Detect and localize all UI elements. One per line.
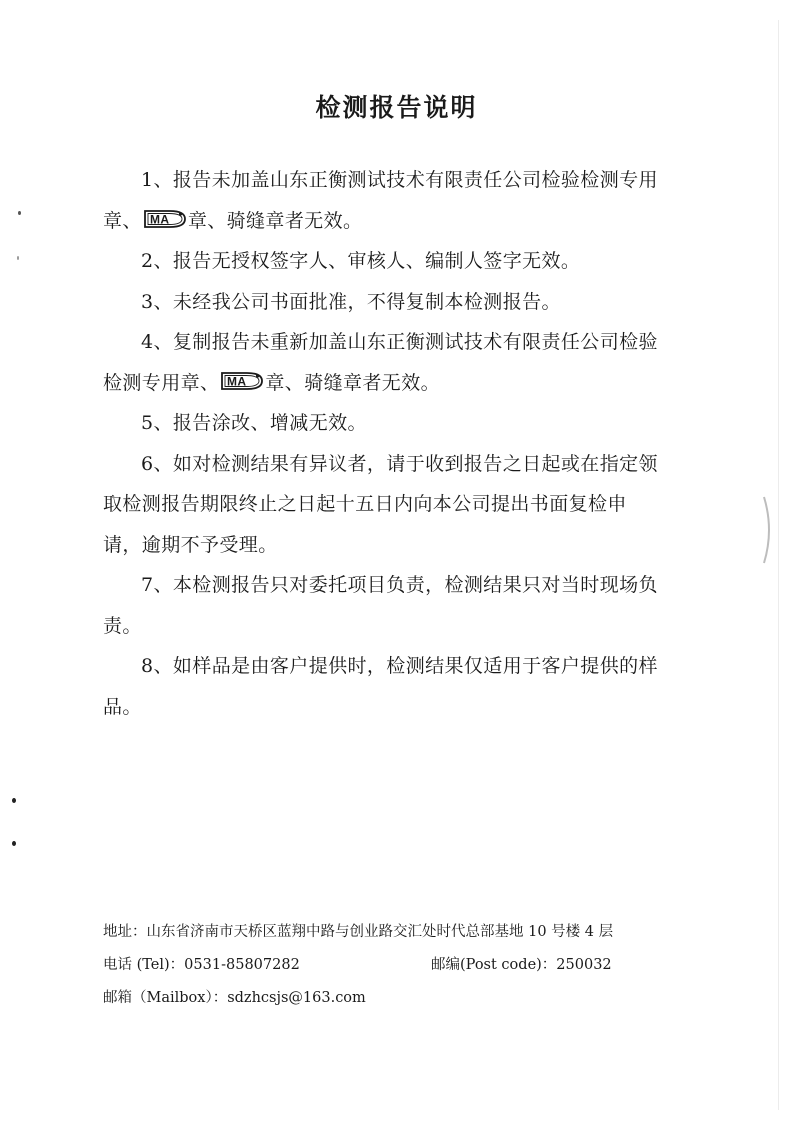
notice-text: 1、报告未加盖山东正衡测试技术有限责任公司检验检测专用章、 bbox=[103, 169, 658, 232]
notice-item bbox=[103, 403, 663, 444]
scan-bracket-mark bbox=[760, 495, 780, 565]
notice-list bbox=[103, 160, 663, 727]
phone-text: 电话 (Tel)：0531-85807282 bbox=[103, 957, 300, 973]
notice-text: 2、报告无授权签字人、审核人、编制人签字无效。 bbox=[141, 250, 581, 272]
scan-speck bbox=[18, 211, 21, 215]
postcode-text: 邮编(Post code)：250032 bbox=[431, 957, 612, 973]
notice-text-tail: 章、骑缝章者无效。 bbox=[265, 371, 441, 394]
phone-postcode-row bbox=[103, 949, 663, 982]
mailbox-line: 邮箱（Mailbox）：sdzhcsjs@163.com bbox=[103, 990, 366, 1006]
contact-footer bbox=[103, 916, 663, 1015]
svg-text:MA: MA bbox=[149, 212, 170, 226]
notice-item bbox=[103, 322, 663, 403]
notice-text-tail: 章、骑缝章者无效。 bbox=[187, 209, 363, 232]
notice-text: 8、如样品是由客户提供时，检测结果仅适用于客户提供的样品。 bbox=[103, 655, 658, 718]
address-line: 地址：山东省济南市天桥区蓝翔中路与创业路交汇处时代总部基地 10 号楼 4 层 bbox=[103, 924, 614, 940]
notice-text: 7、本检测报告只对委托项目负责，检测结果只对当时现场负责。 bbox=[103, 574, 658, 637]
scan-speck bbox=[17, 256, 19, 260]
notice-text: 6、如对检测结果有异议者，请于收到报告之日起或在指定领取检测报告期限终止之日起十五日内向本公司提出书面复检申请，逾期不予受理。 bbox=[103, 452, 658, 556]
scan-edge-line bbox=[778, 20, 779, 1110]
notice-text: 4、复制报告未重新加盖山东正衡测试技术有限责任公司检验检测专用章、 bbox=[103, 331, 658, 394]
ma-stamp-icon bbox=[142, 208, 188, 230]
svg-text:MA: MA bbox=[227, 374, 247, 388]
notice-text: 5、报告涂改、增减无效。 bbox=[141, 412, 367, 434]
scan-speck bbox=[12, 841, 16, 846]
notice-item bbox=[103, 241, 663, 282]
notice-item bbox=[103, 160, 663, 241]
notice-text: 3、未经我公司书面批准，不得复制本检测报告。 bbox=[141, 290, 561, 313]
notice-item bbox=[103, 444, 663, 566]
notice-item bbox=[103, 646, 663, 727]
ma-stamp-icon bbox=[219, 370, 265, 392]
notice-item bbox=[103, 282, 663, 323]
page-title: 检测报告说明 bbox=[315, 93, 478, 122]
scan-speck bbox=[12, 798, 16, 803]
notice-item bbox=[103, 565, 663, 646]
